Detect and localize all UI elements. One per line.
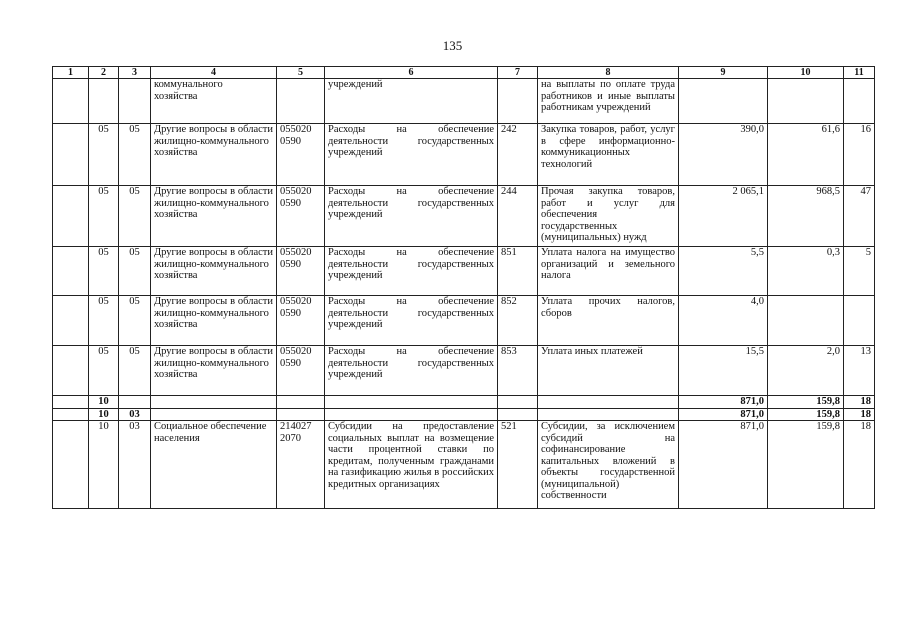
cell-section-name: Другие вопросы в области жилищно-коммунального хозяйства — [151, 346, 277, 396]
cell-expense-name: Закупка товаров, работ, услуг в сфере информационно-коммуникационных технологий — [538, 124, 679, 186]
cell-expense-name: на выплаты по оплате труда работников и иные выплаты работникам учреждений — [538, 79, 679, 124]
cell-expense-name — [538, 396, 679, 409]
cell-expense-type: 244 — [498, 186, 538, 247]
cell-col-1 — [53, 421, 89, 509]
cell-actual: 159,8 — [768, 421, 844, 509]
header-col-10: 10 — [768, 67, 844, 79]
cell-expense-type — [498, 396, 538, 409]
header-col-5: 5 — [277, 67, 325, 79]
header-col-2: 2 — [89, 67, 119, 79]
cell-target-code: 055020 0590 — [277, 186, 325, 247]
cell-subsection: 03 — [119, 408, 151, 421]
table-row — [53, 79, 875, 124]
cell-expense-type: 853 — [498, 346, 538, 396]
cell-actual: 61,6 — [768, 124, 844, 186]
cell-section-name — [151, 408, 277, 421]
cell-section: 05 — [89, 296, 119, 346]
cell-col-1 — [53, 296, 89, 346]
cell-percent — [844, 296, 875, 346]
cell-plan: 871,0 — [679, 396, 768, 409]
cell-col-1 — [53, 124, 89, 186]
cell-plan: 390,0 — [679, 124, 768, 186]
cell-subsection: 03 — [119, 421, 151, 509]
header-col-6: 6 — [325, 67, 498, 79]
cell-col-1 — [53, 408, 89, 421]
cell-target-name — [325, 408, 498, 421]
header-col-1: 1 — [53, 67, 89, 79]
cell-target-code: 055020 0590 — [277, 124, 325, 186]
cell-col-1 — [53, 396, 89, 409]
cell-actual: 0,3 — [768, 247, 844, 296]
table-row — [53, 296, 875, 346]
header-col-7: 7 — [498, 67, 538, 79]
table-row — [53, 346, 875, 396]
cell-target-name: Расходы на обеспечение деятельности государственных учреждений — [325, 346, 498, 396]
cell-section: 05 — [89, 247, 119, 296]
cell-section: 10 — [89, 421, 119, 509]
header-col-3: 3 — [119, 67, 151, 79]
cell-actual: 159,8 — [768, 396, 844, 409]
cell-target-name — [325, 396, 498, 409]
header-col-11: 11 — [844, 67, 875, 79]
cell-expense-type — [498, 79, 538, 124]
cell-actual: 968,5 — [768, 186, 844, 247]
cell-target-code: 214027 2070 — [277, 421, 325, 509]
cell-expense-name — [538, 408, 679, 421]
header-row — [53, 67, 875, 79]
cell-target-name: учреждений — [325, 79, 498, 124]
cell-expense-type: 852 — [498, 296, 538, 346]
cell-subsection: 05 — [119, 346, 151, 396]
cell-expense-type: 521 — [498, 421, 538, 509]
cell-percent: 18 — [844, 421, 875, 509]
cell-plan: 871,0 — [679, 421, 768, 509]
cell-actual — [768, 296, 844, 346]
cell-section-name: Социальное обеспечение населения — [151, 421, 277, 509]
header-col-9: 9 — [679, 67, 768, 79]
cell-col-1 — [53, 186, 89, 247]
cell-percent — [844, 79, 875, 124]
cell-actual: 159,8 — [768, 408, 844, 421]
cell-expense-name: Прочая закупка товаров, работ и услуг для обеспечения государственных (муниципальных) нужд — [538, 186, 679, 247]
cell-section: 05 — [89, 346, 119, 396]
cell-target-name: Расходы на обеспечение деятельности государственных учреждений — [325, 124, 498, 186]
cell-col-1 — [53, 79, 89, 124]
cell-target-name: Субсидии на предоставление социальных выплат на возмещение части процентной ставки по кредитам, полученным гражданами на газификацию жилья в российских кредитных организациях — [325, 421, 498, 509]
cell-plan: 871,0 — [679, 408, 768, 421]
cell-expense-name: Субсидии, за исключением субсидий на софинансирование капитальных вложений в объекты государственной (муниципальной) собственности — [538, 421, 679, 509]
cell-section-name — [151, 396, 277, 409]
cell-plan: 4,0 — [679, 296, 768, 346]
table-row — [53, 186, 875, 247]
cell-section-name: Другие вопросы в области жилищно-коммунального хозяйства — [151, 296, 277, 346]
cell-target-code — [277, 396, 325, 409]
cell-plan: 15,5 — [679, 346, 768, 396]
cell-section: 10 — [89, 408, 119, 421]
cell-plan: 5,5 — [679, 247, 768, 296]
cell-subsection: 05 — [119, 186, 151, 247]
cell-expense-type — [498, 408, 538, 421]
cell-target-name: Расходы на обеспечение деятельности государственных учреждений — [325, 296, 498, 346]
cell-percent: 5 — [844, 247, 875, 296]
cell-plan — [679, 79, 768, 124]
cell-target-name: Расходы на обеспечение деятельности государственных учреждений — [325, 186, 498, 247]
cell-target-code — [277, 408, 325, 421]
cell-percent: 47 — [844, 186, 875, 247]
header-col-4: 4 — [151, 67, 277, 79]
cell-subsection: 05 — [119, 124, 151, 186]
cell-expense-name: Уплата иных платежей — [538, 346, 679, 396]
cell-percent: 16 — [844, 124, 875, 186]
cell-percent: 18 — [844, 396, 875, 409]
cell-expense-name: Уплата прочих налогов, сборов — [538, 296, 679, 346]
table-row — [53, 421, 875, 509]
cell-col-1 — [53, 247, 89, 296]
table-row — [53, 247, 875, 296]
budget-table — [52, 66, 875, 509]
cell-section: 05 — [89, 186, 119, 247]
cell-section-name: Другие вопросы в области жилищно-коммунального хозяйства — [151, 124, 277, 186]
header-col-8: 8 — [538, 67, 679, 79]
cell-subsection: 05 — [119, 296, 151, 346]
cell-target-code: 055020 0590 — [277, 247, 325, 296]
cell-section — [89, 79, 119, 124]
cell-section: 10 — [89, 396, 119, 409]
cell-expense-name: Уплата налога на имущество организаций и земельного налога — [538, 247, 679, 296]
cell-target-code: 055020 0590 — [277, 296, 325, 346]
cell-subsection — [119, 79, 151, 124]
cell-section: 05 — [89, 124, 119, 186]
cell-col-1 — [53, 346, 89, 396]
cell-actual — [768, 79, 844, 124]
cell-plan: 2 065,1 — [679, 186, 768, 247]
page-number: 135 — [442, 38, 463, 53]
total-row — [53, 408, 875, 421]
cell-expense-type: 242 — [498, 124, 538, 186]
cell-target-code: 055020 0590 — [277, 346, 325, 396]
cell-percent: 13 — [844, 346, 875, 396]
cell-expense-type: 851 — [498, 247, 538, 296]
cell-target-code — [277, 79, 325, 124]
cell-section-name: Другие вопросы в области жилищно-коммунального хозяйства — [151, 186, 277, 247]
cell-subsection — [119, 396, 151, 409]
cell-actual: 2,0 — [768, 346, 844, 396]
cell-subsection: 05 — [119, 247, 151, 296]
cell-section-name: Другие вопросы в области жилищно-коммунального хозяйства — [151, 247, 277, 296]
total-row — [53, 396, 875, 409]
cell-section-name: коммунального хозяйства — [151, 79, 277, 124]
table-row — [53, 124, 875, 186]
cell-percent: 18 — [844, 408, 875, 421]
cell-target-name: Расходы на обеспечение деятельности государственных учреждений — [325, 247, 498, 296]
